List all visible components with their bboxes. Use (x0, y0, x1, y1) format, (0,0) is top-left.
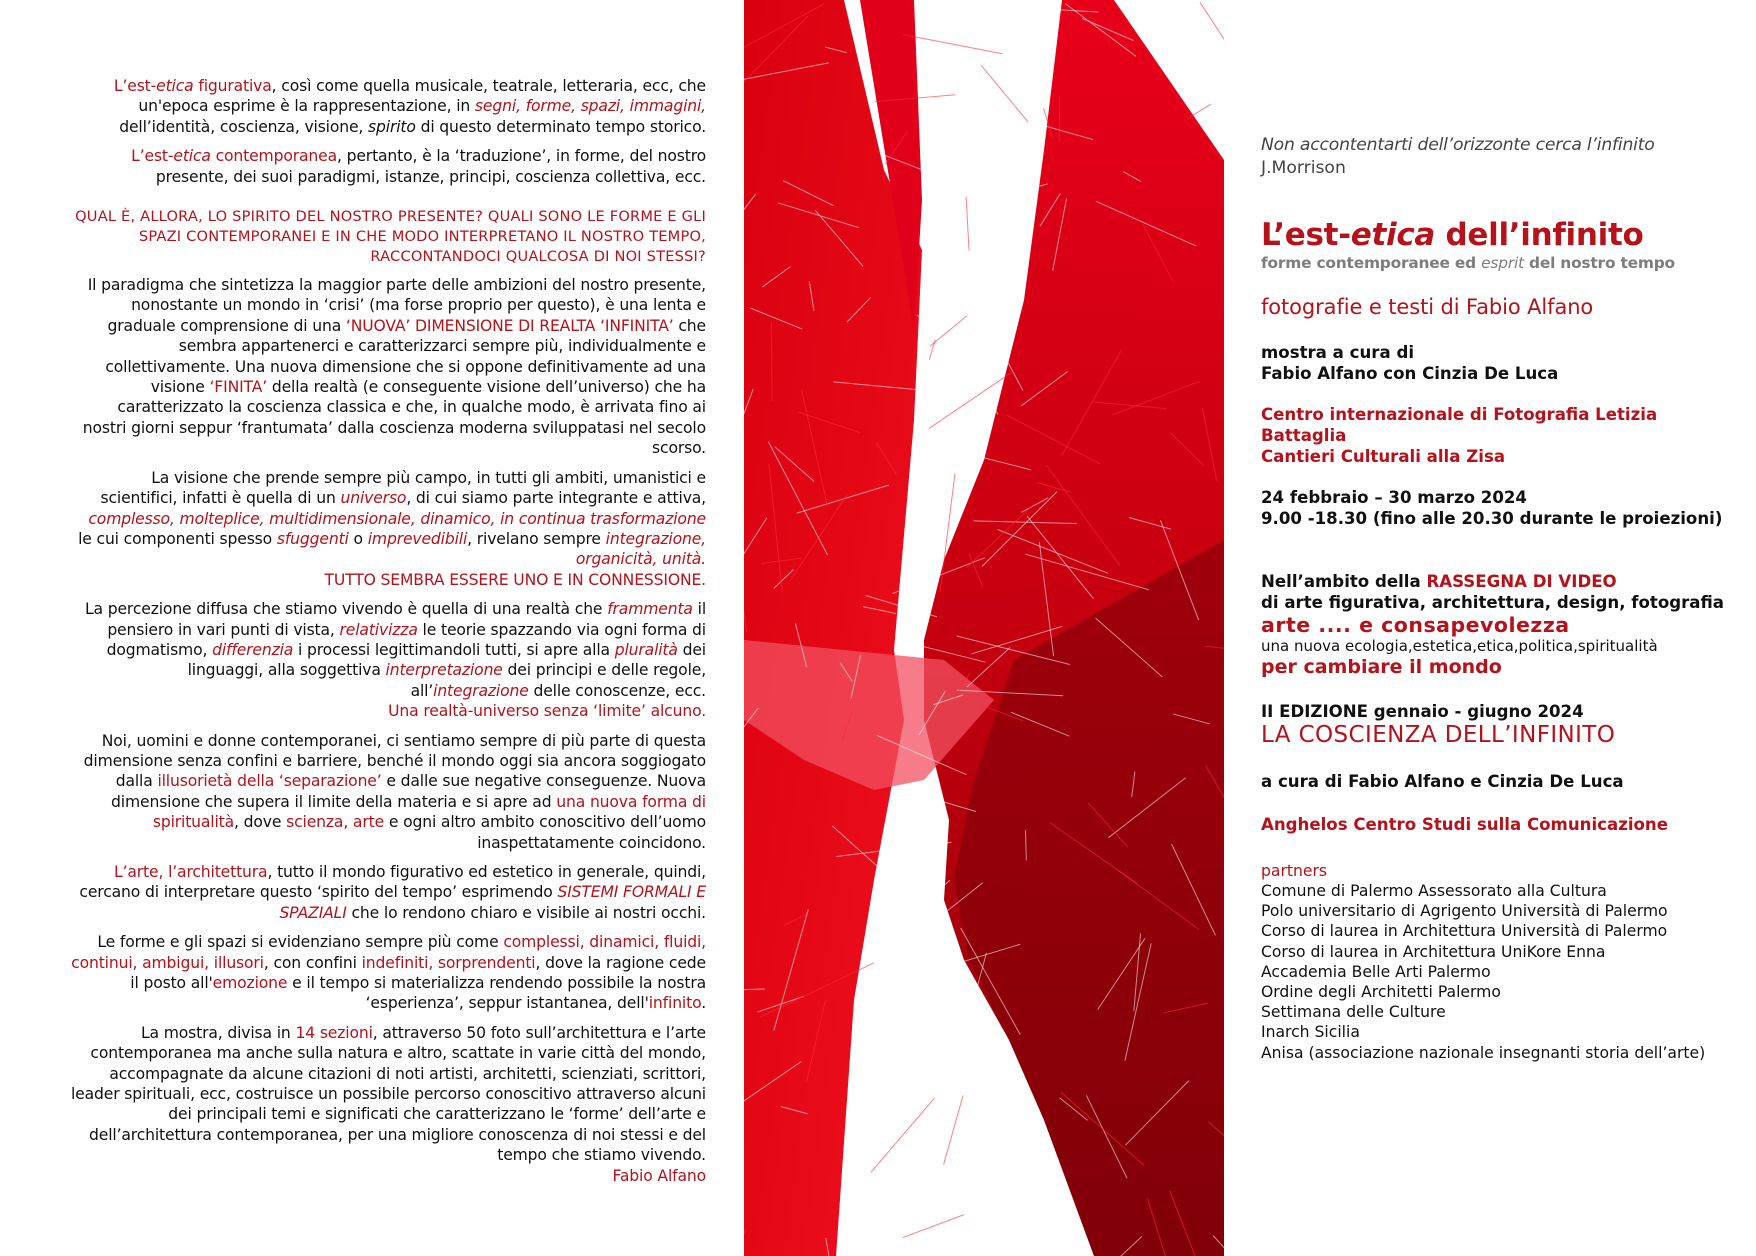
partner-item: Comune di Palermo Assessorato alla Cultura (1261, 881, 1741, 901)
paragraph-6: Noi, uomini e donne contemporanei, ci sentiamo sempre di più parte di questa dimensione senza confini e barriere, benché il mondo oggi sia ancora soggiogato dalla illusorietà della ‘separazione’ e dalle sue negative conseguenze. Nuova dimensione che supera il limite della materia e si apre ad una nuova forma di spiritualità, dove scienza, arte e ogni altro ambito conoscitivo dell’uomo inaspettatamente coincidono. (70, 731, 706, 853)
exhibition-subtitle: forme contemporanee ed esprit del nostro tempo (1261, 253, 1741, 273)
partners-label: partners (1261, 861, 1741, 881)
partner-item: Ordine degli Architetti Palermo (1261, 982, 1741, 1002)
paragraph-5: La percezione diffusa che stiamo vivendo è quella di una realtà che frammenta il pensiero in vari punti di vista, relativizza le teorie spazzando via ogni forma di dogmatismo, differenzia i processi legittimandoli tutti, si apre alla pluralità dei linguaggi, alla soggettiva interpretazione dei principi e delle regole, all’integrazione delle conoscenze, ecc. Una realtà-universo senza ‘limite’ alcuno. (70, 599, 706, 721)
partner-item: Inarch Sicilia (1261, 1022, 1741, 1042)
exhibition-dates: 24 febbraio – 30 marzo 2024 (1261, 487, 1741, 508)
paragraph-2: L’est-etica contemporanea, pertanto, è la ‘traduzione’, in forme, del nostro presente, dei suoi paradigmi, istanze, principi, coscienza collettiva, ecc. (70, 146, 706, 187)
partner-item: Polo universitario di Agrigento Università di Palermo (1261, 901, 1741, 921)
paragraph-1: L’est-etica figurativa, così come quella musicale, teatrale, letteraria, ecc, che un'epoca esprime è la rappresentazione, in segni, forme, spazi, immagini, dell’identità, coscienza, visione, spirito di questo determinato tempo storico. (70, 76, 706, 137)
credits-line: fotografie e testi di Fabio Alfano (1261, 294, 1741, 320)
partners-list (1261, 861, 1741, 1063)
venue: Centro internazionale di Fotografia Letizia Battaglia Cantieri Culturali alla Zisa (1261, 404, 1741, 467)
partner-item: Corso di laurea in Architettura Università di Palermo (1261, 921, 1741, 941)
curators: mostra a cura di Fabio Alfano con Cinzia De Luca (1261, 342, 1741, 384)
opening-hours: 9.00 -18.30 (fino alle 20.30 durante le proiezioni) (1261, 508, 1741, 529)
organizer: Anghelos Centro Studi sulla Comunicazione (1261, 814, 1741, 835)
rassegna-tagline: per cambiare il mondo (1261, 655, 1741, 679)
video-rassegna: Nell’ambito della RASSEGNA DI VIDEO di arte figurativa, architettura, design, fotografia (1261, 571, 1741, 613)
paragraph-9: La mostra, divisa in 14 sezioni, attraverso 50 foto sull’architettura e l’arte contemporanea ma anche sulla natura e altro, scattate in varie città del mondo, accompagnate da alcune citazioni di noti artisti, architetti, scienziati, scrittori, leader spirituali, ecc, costruisce un possibile percorso conoscitivo attraverso alcuni dei principali temi e significati che caratterizzano le ‘forme’ dell’arte e dell’architettura contemporanea, per una migliore conoscenza di noi stessi e del tempo che stiamo vivendo. (70, 1023, 706, 1166)
rassegna-title: arte .... e consapevolezza (1261, 613, 1741, 637)
red-abstract-photo (744, 0, 1224, 1256)
partner-item: Accademia Belle Arti Palermo (1261, 962, 1741, 982)
partner-item: Corso di laurea in Architettura UniKore Enna (1261, 942, 1741, 962)
edition-title: LA COSCIENZA DELL’INFINITO (1261, 722, 1741, 749)
event-info-column (1261, 134, 1741, 1063)
paragraph-4: La visione che prende sempre più campo, in tutti gli ambiti, umanistici e scientifici, infatti è quella di un universo, di cui siamo parte integrante e attiva, complesso, molteplice, multidimensionale, dinamico, in continua trasformazione le cui componenti spesso sfuggenti o imprevedibili, rivelano sempre integrazione, organicità, unità. TUTTO SEMBRA ESSERE UNO E IN CONNESSIONE. (70, 468, 706, 590)
edition-curators: a cura di Fabio Alfano e Cinzia De Luca (1261, 771, 1741, 792)
paragraph-7: L’arte, l’architettura, tutto il mondo figurativo ed estetico in generale, quindi, cercano di interpretare questo ‘spirito del tempo’ esprimendo SISTEMI FORMALI E SPAZIALI che lo rendono chiaro e visibile ai nostri occhi. (70, 862, 706, 923)
exhibition-title: L’est-etica dell’infinito (1261, 217, 1741, 253)
author-signature: Fabio Alfano (70, 1166, 706, 1186)
dates-hours (1261, 487, 1741, 529)
essay-column (70, 76, 706, 1186)
paragraph-3: Il paradigma che sintetizza la maggior parte delle ambizioni del nostro presente, nonostante un mondo in ‘crisi’ (ma forse proprio per questo), è una lenta e graduale comprensione di una ‘NUOVA’ DIMENSIONE DI REALTA ‘INFINITA’ che sembra appartenerci e caratterizzarci sempre più, individualmente e collettivamente. Una nuova dimensione che si oppone definitivamente ad una visione ‘FINITA’ della realtà (e conseguente visione dell’universo) che ha caratterizzato la coscienza classica e che, in qualche modo, è arrivata fino ai nostri giorni seppur ‘frantumata’ dalla coscienza moderna sviluppatasi nel secolo scorso. (70, 275, 706, 459)
epigraph-quote: Non accontentarti dell’orizzonte cerca l’infinito (1261, 134, 1741, 157)
edition-line: II EDIZIONE gennaio - giugno 2024 (1261, 701, 1741, 722)
partner-item: Settimana delle Culture (1261, 1002, 1741, 1022)
paragraph-8: Le forme e gli spazi si evidenziano sempre più come complessi, dinamici, fluidi, continui, ambigui, illusori, con confini indefiniti, sorprendenti, dove la ragione cede il posto all'emozione e il tempo si materializza rendendo possibile la nostra ‘esperienza’, seppur istantanea, dell'infinito. (70, 932, 706, 1014)
rassegna-subtitle: una nuova ecologia,estetica,etica,politica,spiritualità (1261, 637, 1741, 655)
partner-item: Anisa (associazione nazionale insegnanti storia dell’arte) (1261, 1043, 1741, 1063)
quote-author: J.Morrison (1261, 157, 1741, 179)
photo-artwork (744, 0, 1224, 1256)
question-heading: QUAL È, ALLORA, LO SPIRITO DEL NOSTRO PRESENTE? QUALI SONO LE FORME E GLI SPAZI CONTEMPORANEI E IN CHE MODO INTERPRETANO IL NOSTRO TEMPO, RACCONTANDOCI QUALCOSA DI NOI STESSI? (70, 207, 706, 267)
